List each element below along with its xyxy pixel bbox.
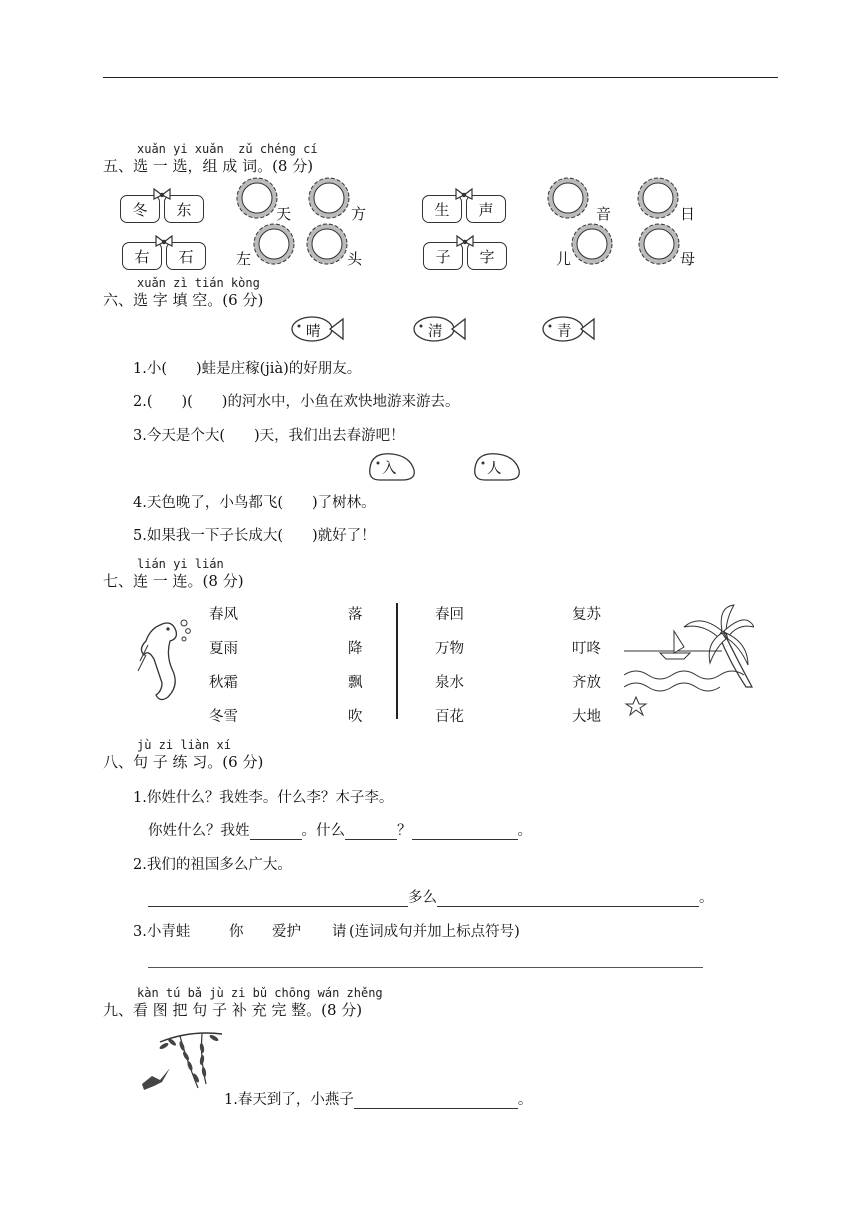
seahorse-icon (132, 615, 194, 707)
flower-label: 儿 (556, 250, 572, 268)
match-col1-item: 春风 (209, 607, 238, 623)
flower-label: 音 (596, 205, 612, 223)
sec6-line-4: 4.天色晚了，小鸟都飞( )了树林。 (133, 495, 376, 511)
seal-option-1 (366, 448, 418, 484)
char-box: 冬 (120, 195, 160, 223)
sec8-q1c: ？ (397, 823, 412, 839)
sec8-q2a: 多么 (408, 890, 437, 906)
sec8-q2b: 。 (699, 890, 714, 906)
flower-label: 头 (347, 250, 363, 268)
char-box: 东 (164, 195, 204, 223)
answer-blank[interactable] (412, 839, 518, 840)
top-rule (103, 77, 778, 78)
sec8-q3-note: (连词成句并加上标点符号) (349, 924, 520, 940)
flower-blank-icon (252, 222, 296, 266)
answer-line[interactable] (148, 967, 703, 968)
sec8-pinyin: jù zi liàn xí (137, 738, 231, 752)
char-box: 声 (466, 195, 506, 223)
sec7-pinyin: lián yi lián (137, 557, 224, 571)
fish-char: 青 (557, 324, 572, 340)
match-divider (396, 603, 398, 719)
sec8-q3-word: 爱护 (272, 924, 301, 940)
match-col1-item: 冬雪 (209, 709, 238, 725)
sec8-q2-fill (148, 886, 714, 907)
sec6-line-3: 3.今天是个大( )天，我们出去春游吧！ (133, 428, 405, 444)
fish-char: 晴 (306, 324, 321, 340)
sec8-q1a: 你姓什么？我姓 (148, 823, 250, 839)
match-col4-item: 叮咚 (572, 641, 601, 657)
char-pair-2 (422, 195, 512, 223)
sec5-heading: 五、选 一 选，组 成 词。(8 分) (103, 157, 314, 175)
char-box: 石 (166, 242, 206, 270)
sec9-q1: 1.春天到了，小燕子 (224, 1092, 354, 1108)
sec6-line-5: 5.如果我一下子长成大( )就好了！ (133, 528, 376, 544)
fish-option-1 (290, 314, 344, 344)
sec8-q1-fill (148, 819, 532, 840)
char-pair-1 (120, 195, 210, 223)
answer-blank[interactable] (354, 1108, 518, 1109)
sec8-q3-word: 请 (332, 924, 347, 940)
char-box: 子 (423, 242, 463, 270)
flower-label: 方 (351, 205, 367, 223)
flower-blank-icon (570, 222, 614, 266)
answer-blank[interactable] (148, 906, 408, 907)
fish-option-3 (541, 314, 595, 344)
sec8-heading: 八、句 子 练 习。(6 分) (103, 753, 264, 771)
sec6-line-2: 2.( )( )的河水中，小鱼在欢快地游来游去。 (133, 394, 460, 410)
match-col1-item: 秋霜 (209, 675, 238, 691)
flower-blank-icon (305, 222, 349, 266)
sec8-q2: 2.我们的祖国多么广大。 (133, 857, 292, 873)
beach-palm-icon (622, 603, 754, 719)
sec6-pinyin: xuǎn zì tián kòng (137, 276, 260, 290)
sec8-q1: 1.你姓什么？我姓李。什么李？木子李。 (133, 790, 394, 806)
flower-blank-icon (235, 176, 279, 220)
sec9-pinyin: kàn tú bǎ jù zi bǔ chōng wán zhěng (137, 986, 383, 1000)
flower-blank-icon (546, 176, 590, 220)
match-col1-item: 夏雨 (209, 641, 238, 657)
seal-char: 入 (382, 461, 397, 477)
flower-label: 日 (680, 205, 696, 223)
sec9-heading: 九、看 图 把 句 子 补 充 完 整。(8 分) (103, 1001, 363, 1019)
flower-label: 左 (236, 250, 252, 268)
match-col4-item: 大地 (572, 709, 601, 725)
answer-blank[interactable] (250, 839, 302, 840)
match-col2-item: 飘 (348, 675, 363, 691)
match-col2-item: 吹 (348, 709, 363, 725)
flower-label: 天 (276, 205, 292, 223)
sec5-pinyin: xuǎn yi xuǎn zǔ chéng cí (137, 142, 318, 156)
seal-option-2 (471, 448, 523, 484)
bow-icon (152, 187, 172, 203)
char-pair-4 (423, 242, 513, 270)
answer-blank[interactable] (437, 906, 699, 907)
sec8-q3-word: 你 (229, 924, 244, 940)
sec8-q1b: 。什么 (301, 823, 345, 839)
flower-blank-icon (307, 176, 351, 220)
match-col4-item: 齐放 (572, 675, 601, 691)
fish-option-2 (412, 314, 466, 344)
swallow-willow-icon (140, 1028, 226, 1094)
bow-icon (454, 187, 474, 203)
bow-icon (455, 234, 475, 250)
flower-label: 母 (680, 250, 696, 268)
sec9-q1-fill (224, 1088, 532, 1109)
char-box: 字 (467, 242, 507, 270)
sec9-q1-end: 。 (517, 1092, 533, 1108)
match-col4-item: 复苏 (572, 607, 601, 623)
flower-blank-icon (637, 222, 681, 266)
sec6-heading: 六、选 字 填 空。(6 分) (103, 291, 264, 309)
match-col3-item: 百花 (435, 709, 464, 725)
answer-blank[interactable] (345, 839, 397, 840)
bow-icon (154, 234, 174, 250)
match-col3-item: 泉水 (435, 675, 464, 691)
match-col2-item: 落 (348, 607, 363, 623)
flower-blank-icon (636, 176, 680, 220)
char-box: 生 (422, 195, 462, 223)
sec7-heading: 七、连 一 连。(8 分) (103, 572, 244, 590)
char-pair-3 (122, 242, 212, 270)
char-box: 右 (122, 242, 162, 270)
sec8-q1d: 。 (517, 823, 532, 839)
match-col2-item: 降 (348, 641, 363, 657)
match-col3-item: 春回 (435, 607, 464, 623)
sec6-line-1: 1.小( )蛙是庄稼(jià)的好朋友。 (133, 361, 362, 377)
sec8-q3-num: 3.小青蛙 (133, 924, 191, 940)
seal-char: 人 (487, 461, 502, 477)
match-col3-item: 万物 (435, 641, 464, 657)
fish-char: 清 (428, 324, 443, 340)
